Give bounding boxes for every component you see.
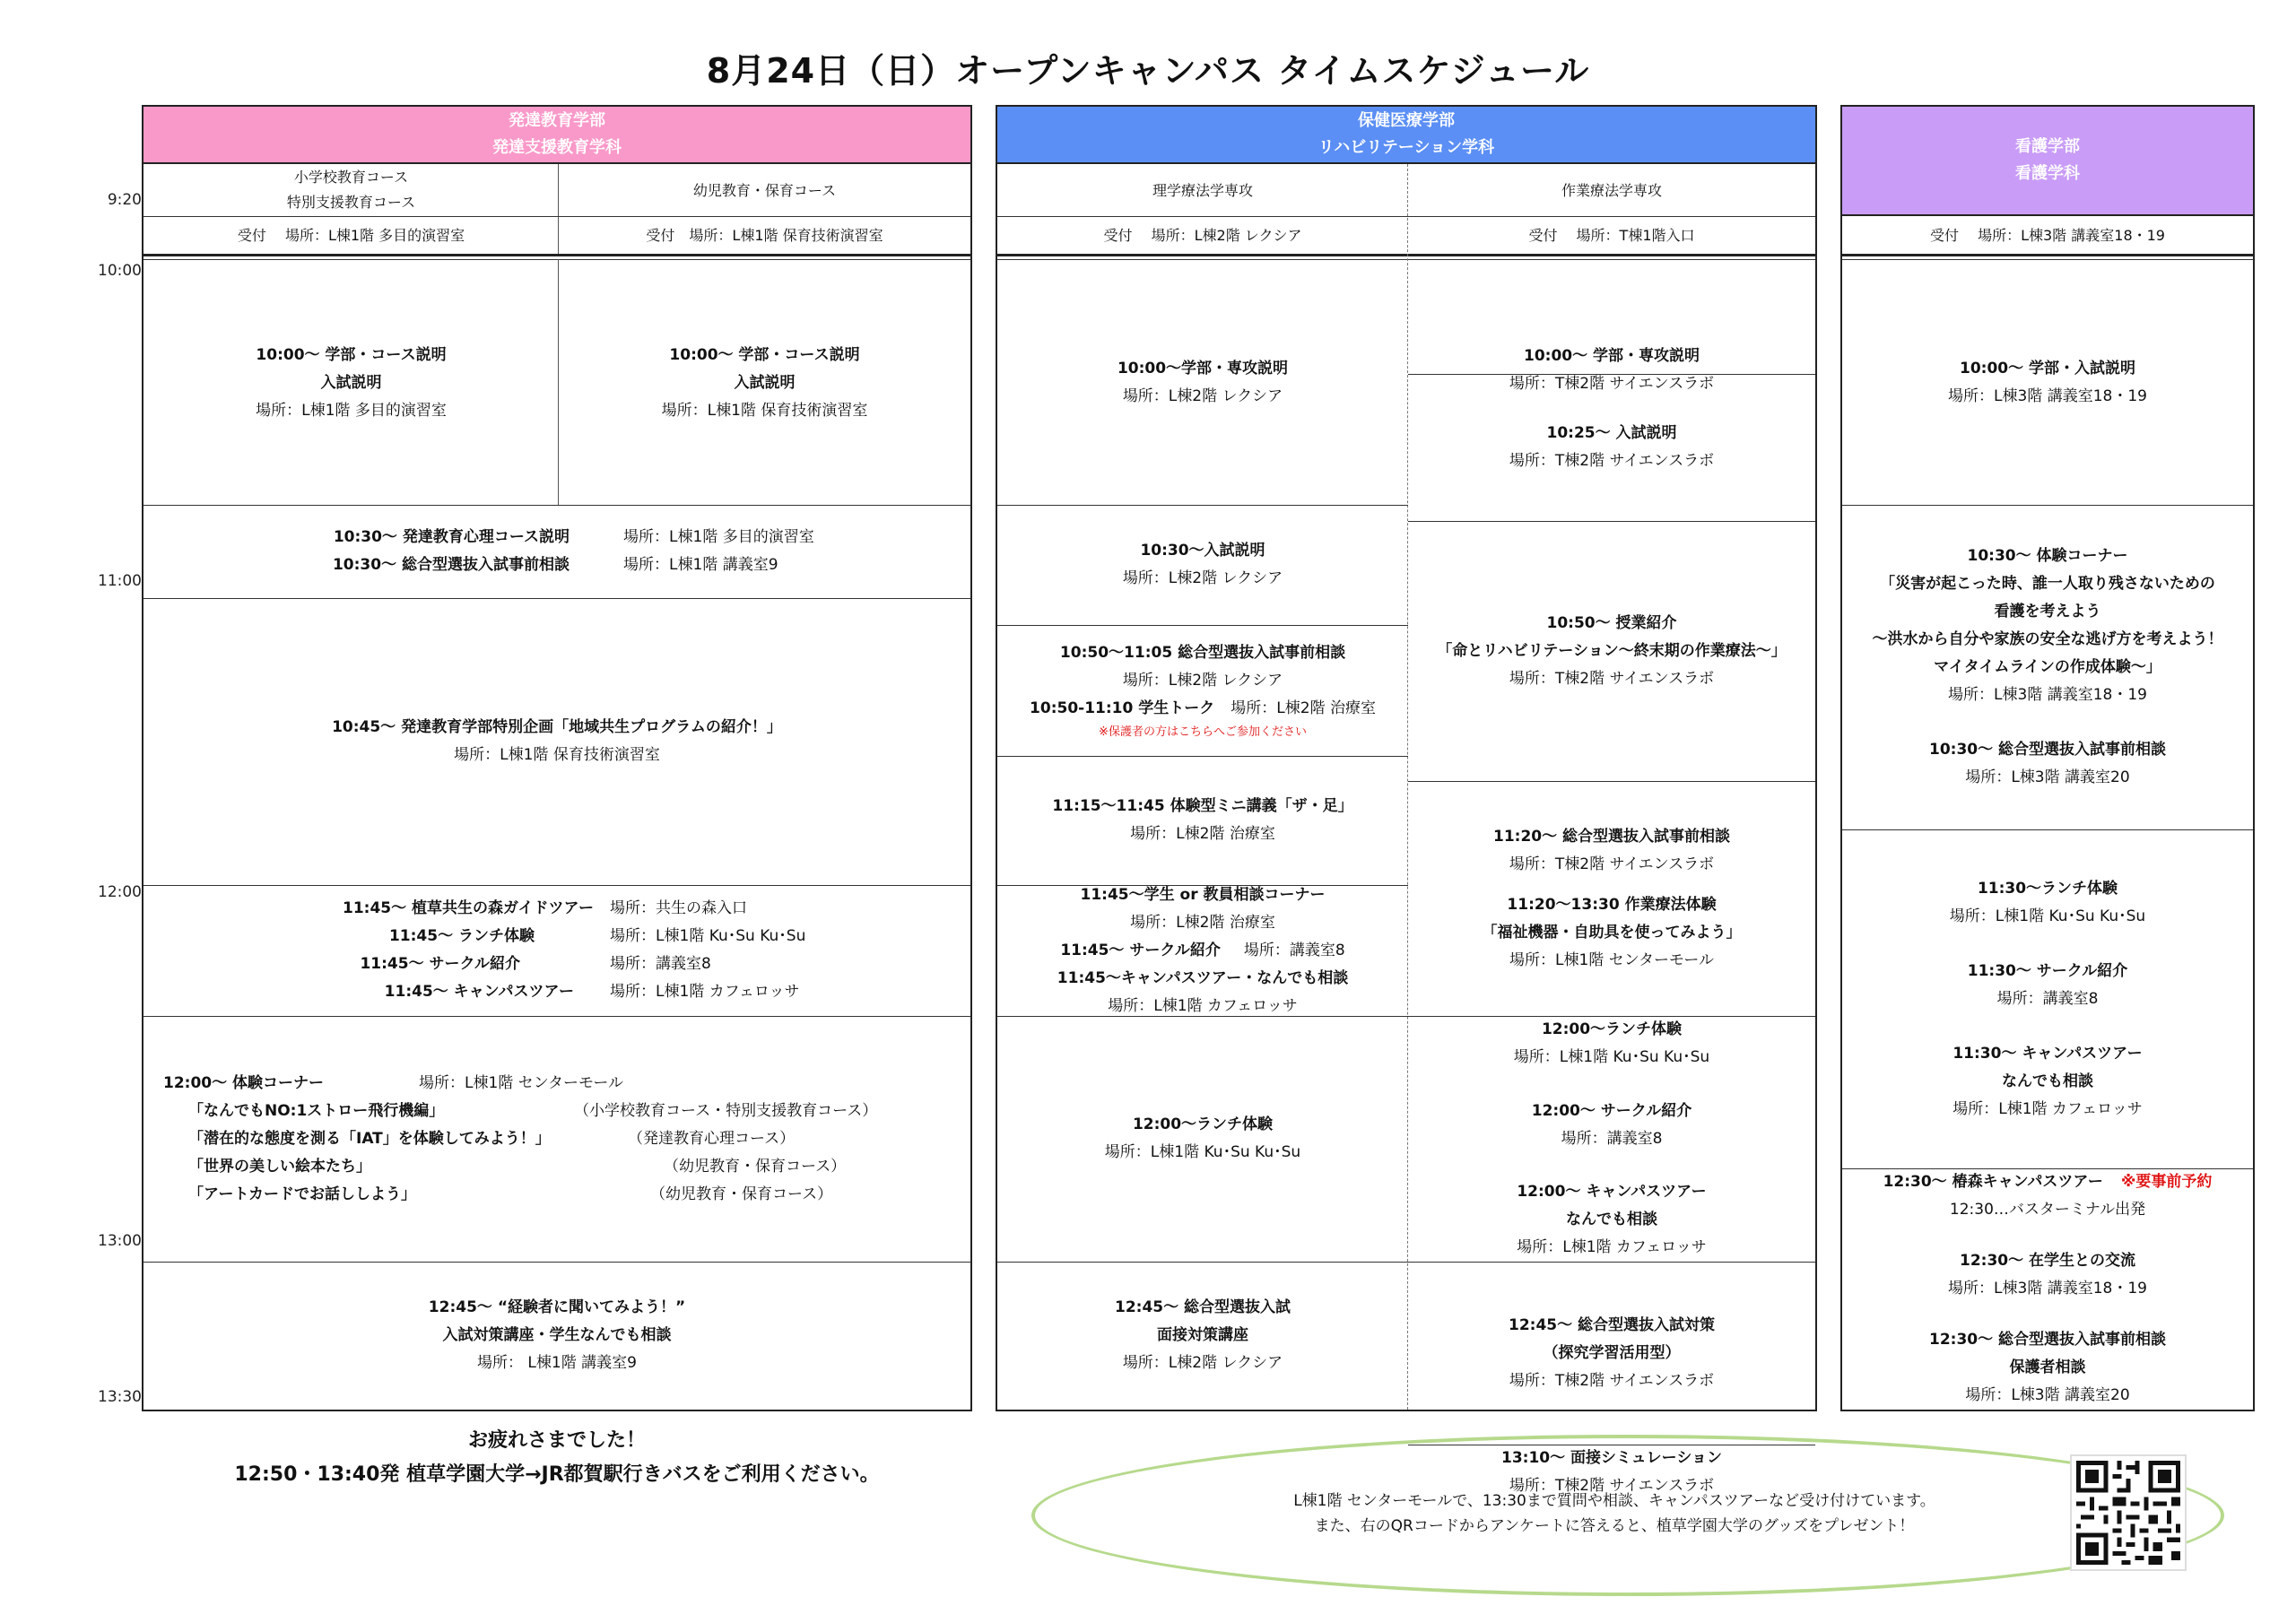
event-location: 場所：共生の森入口 xyxy=(610,899,747,917)
event-location: 場所：T棟2階 サイエンスラボ xyxy=(1509,375,1715,393)
event-block xyxy=(1842,505,2253,829)
event-title: 入試説明 xyxy=(734,373,796,392)
event-title: 11:45～ サークル紹介 xyxy=(360,955,520,973)
event-location: 場所：L棟3階 講義室20 xyxy=(1965,768,2130,786)
reception-text: 受付 場所：L棟2階 レクシア xyxy=(1103,226,1302,244)
event-title: 12:45～ “経験者に聞いてみよう！” xyxy=(428,1298,686,1316)
event-title: 10:00～ 学部・入試説明 xyxy=(1959,360,2136,378)
event-title: 10:25～ 入試説明 xyxy=(1546,424,1677,442)
event-location: 場所：L棟1階 多目的演習室 xyxy=(256,401,447,420)
time-label: 13:00 xyxy=(98,1232,142,1250)
event-location: 場所：講義室8 xyxy=(1243,941,1345,959)
event-block xyxy=(1408,1016,1815,1262)
event-title: 入試説明 xyxy=(320,373,382,392)
event-title: 11:20～ 総合型選抜入試事前相談 xyxy=(1492,827,1731,846)
course-cell xyxy=(144,164,559,216)
event-block xyxy=(1408,1262,1815,1445)
event-title: 「災害が起こった時、誰一人取り残さないための xyxy=(1880,575,2215,593)
event-block xyxy=(144,885,970,1016)
divider xyxy=(1842,254,2253,256)
time-label: 9:20 xyxy=(107,191,142,209)
event-title: 12:00～ランチ体験 xyxy=(1541,1020,1683,1038)
event-title: 10:00～ 学部・コース説明 xyxy=(669,345,860,364)
activity-title: 「なんでもNO:1ストロー飛行機編」 xyxy=(188,1101,445,1120)
event-title: 12:30～ 在学生との交流 xyxy=(1959,1252,2136,1270)
event-title: 保護者相談 xyxy=(2009,1358,2086,1376)
event-block xyxy=(1408,521,1815,781)
event-block xyxy=(997,756,1408,885)
divider xyxy=(1842,259,2253,260)
event-title: 11:30～ キャンパスツアー xyxy=(1952,1044,2143,1063)
bus-info: 12:50・13:40発 植草学園大学→JR都賀駅行きバスをご利用ください。 xyxy=(234,1463,880,1486)
course-name: 理学療法学専攻 xyxy=(1152,181,1253,199)
qr-code-icon[interactable] xyxy=(2070,1454,2187,1571)
event-location: 場所：L棟2階 治療室 xyxy=(1130,825,1275,843)
event-block xyxy=(1842,829,2253,1168)
event-title: 11:15～11:45 体験型ミニ講義「ザ・足」 xyxy=(1052,797,1353,815)
event-title: 11:20～13:30 作業療法体験 xyxy=(1507,895,1717,914)
course-name: 特別支援教育コース xyxy=(286,194,416,211)
event-title: 10:30～ 体験コーナー xyxy=(1967,547,2128,565)
time-label: 13:30 xyxy=(98,1388,142,1406)
event-title: 11:30～ランチ体験 xyxy=(1977,879,2118,898)
event-title: 12:00～ランチ体験 xyxy=(1132,1115,1274,1133)
event-block xyxy=(144,598,970,885)
divider xyxy=(997,254,1815,256)
event-title: 10:30～ 総合型選抜入試事前相談 xyxy=(332,556,570,574)
event-location: 場所：L棟1階 Ku･Su Ku･Su xyxy=(610,927,806,945)
event-title: ～洪水から自分や家族の安全な逃げ方を考えよう！ xyxy=(1872,630,2223,648)
event-title: 10:30～ 発達教育心理コース説明 xyxy=(333,528,570,546)
event-location: 場所：L棟3階 講義室18・19 xyxy=(1948,1280,2147,1298)
event-title: 11:45～キャンパスツアー・なんでも相談 xyxy=(1057,968,1349,987)
page-title: 8月24日（日）オープンキャンパス タイムスケジュール xyxy=(706,51,1590,91)
closing-message xyxy=(142,1424,972,1492)
reception-text: 受付 場所：L棟3階 講義室18・19 xyxy=(1930,226,2165,244)
event-block xyxy=(1408,781,1815,1016)
reception-text: 受付 場所：T棟1階入口 xyxy=(1528,226,1695,244)
activity-title: 「アートカードでお話ししよう」 xyxy=(188,1185,416,1203)
event-block xyxy=(144,261,559,505)
event-title: なんでも相談 xyxy=(1566,1211,1657,1228)
event-location: 場所：L棟3階 講義室20 xyxy=(1965,1386,2130,1404)
reception-text: 受付 場所：L棟1階 多目的演習室 xyxy=(237,226,465,244)
faculty-name: 保健医療学部 xyxy=(1358,111,1455,130)
reception-cell xyxy=(1842,216,2253,254)
faculty-header xyxy=(997,107,1815,164)
event-title: 12:00～ 体験コーナー xyxy=(163,1073,325,1092)
event-title: 「命とリハビリテーション～終末期の作業療法～」 xyxy=(1437,641,1787,660)
event-location: 場所：L棟2階 レクシア xyxy=(1122,569,1283,587)
course-cell xyxy=(559,164,970,216)
dept-name: リハビリテーション学科 xyxy=(1318,138,1495,157)
event-title: 10:00～ 学部・コース説明 xyxy=(256,345,447,364)
dept-name: 発達支援教育学科 xyxy=(492,138,622,157)
reservation-note: ※要事前予約 xyxy=(2120,1173,2213,1191)
event-title: 11:45～学生 or 教員相談コーナー xyxy=(1080,885,1326,904)
event-location: 場所：L棟2階 レクシア xyxy=(1122,387,1283,405)
divider xyxy=(144,254,970,256)
event-location: 場所：L棟1階 多目的演習室 xyxy=(623,528,814,546)
event-title: 12:45～ 総合型選抜入試対策 xyxy=(1508,1315,1716,1334)
info-line: また、右のQRコードからアンケートに答えると、植草学園大学のグッズをプレゼント！ xyxy=(1314,1517,1915,1535)
event-location: 場所：T棟2階 サイエンスラボ xyxy=(1509,1371,1715,1390)
reception-cell xyxy=(144,216,559,254)
event-title: 11:45～ 植草共生の森ガイドツアー xyxy=(342,899,594,917)
event-block xyxy=(997,1016,1408,1262)
faculty-header xyxy=(1842,107,2253,216)
event-title: 12:30～ 総合型選抜入試事前相談 xyxy=(1928,1331,2167,1349)
event-title: 11:45～ キャンパスツアー xyxy=(384,983,574,1001)
event-block xyxy=(559,261,970,505)
event-location: 場所： L棟1階 講義室9 xyxy=(477,1354,637,1372)
event-location: 場所：L棟1階 カフェロッサ xyxy=(1952,1099,2143,1118)
event-block xyxy=(997,885,1408,1016)
event-block xyxy=(144,505,970,598)
event-location: 場所：L棟1階 カフェロッサ xyxy=(610,983,800,1001)
event-title: 13:10～ 面接シミュレーション xyxy=(1500,1448,1722,1467)
info-text xyxy=(1130,1488,2099,1539)
event-location: 場所：L棟1階 講義室9 xyxy=(623,556,778,574)
faculty-development-column xyxy=(142,105,972,1411)
event-location: 場所：T棟2階 サイエンスラボ xyxy=(1509,855,1715,873)
event-location: 場所：講義室8 xyxy=(610,955,711,973)
event-title: 10:50～11:05 総合型選抜入試事前相談 xyxy=(1059,643,1346,662)
activity-course: （小学校教育コース・特別支援教育コース） xyxy=(574,1101,878,1120)
event-block xyxy=(1842,261,2253,505)
faculty-name: 看護学部 xyxy=(2015,137,2080,156)
activity-course: （発達教育心理コース） xyxy=(628,1129,796,1148)
event-title: 10:30～入試説明 xyxy=(1140,542,1265,560)
event-block xyxy=(997,1262,1408,1410)
event-title: 「福祉機器・自助具を使ってみよう」 xyxy=(1482,923,1742,942)
event-title: 12:30～ 椿森キャンパスツアー xyxy=(1883,1173,2103,1191)
event-title: （探究学習活用型） xyxy=(1543,1343,1681,1362)
event-title: 面接対策講座 xyxy=(1157,1326,1248,1344)
event-title: 10:50-11:10 学生トーク xyxy=(1030,699,1215,717)
event-block xyxy=(997,625,1408,756)
event-title: 10:00～ 学部・専攻説明 xyxy=(1523,347,1700,365)
event-location: 場所：L棟1階 保育技術演習室 xyxy=(661,401,868,420)
event-location: 場所：L棟2階 治療室 xyxy=(1130,913,1275,932)
reception-cell xyxy=(1408,216,1815,254)
event-title: なんでも相談 xyxy=(2002,1072,2093,1090)
event-title: マイタイムラインの作成体験～」 xyxy=(1934,658,2161,676)
info-line: L棟1階 センターモールで、13:30まで質問や相談、キャンパスツアーなど受け付けています。 xyxy=(1293,1492,1935,1510)
event-title: 12:00～ キャンパスツアー xyxy=(1517,1183,1707,1201)
time-label: 12:00 xyxy=(98,883,142,901)
reception-cell xyxy=(559,216,970,254)
event-title: 12:00～ サークル紹介 xyxy=(1531,1101,1692,1120)
course-name: 作業療法学専攻 xyxy=(1561,181,1662,199)
event-block xyxy=(163,1016,970,1262)
event-location: 場所：L棟1階 保育技術演習室 xyxy=(454,746,660,764)
event-location: 場所：L棟1階 センターモール xyxy=(1509,950,1714,969)
dept-name: 看護学科 xyxy=(2015,164,2080,183)
time-label: 11:00 xyxy=(98,572,142,590)
event-title: 10:50～ 授業紹介 xyxy=(1546,613,1677,632)
time-label: 10:00 xyxy=(98,262,142,280)
event-location: 場所：T棟2階 サイエンスラボ xyxy=(1509,1476,1715,1495)
course-name: 小学校教育コース xyxy=(293,169,409,186)
faculty-header xyxy=(144,107,970,164)
course-cell xyxy=(997,164,1408,216)
event-location: 場所：L棟3階 講義室18・19 xyxy=(1948,686,2147,704)
divider xyxy=(997,259,1815,260)
event-location: 場所：L棟3階 講義室18・19 xyxy=(1948,387,2147,405)
event-title: 11:45～ サークル紹介 xyxy=(1060,941,1221,959)
event-title: 看護を考えよう xyxy=(1994,603,2101,621)
activity-course: （幼児教育・保育コース） xyxy=(664,1157,847,1176)
event-title: 10:00～学部・専攻説明 xyxy=(1117,360,1289,378)
event-block xyxy=(997,505,1408,625)
event-title: 10:45～ 発達教育学部特別企画「地域共生プログラムの紹介！」 xyxy=(332,718,782,736)
parent-note: ※保護者の方はこちらへご参加ください xyxy=(1099,725,1307,739)
activity-title: 「世界の美しい絵本たち」 xyxy=(188,1157,371,1176)
course-name: 幼児教育・保育コース xyxy=(692,181,837,199)
faculty-health-column xyxy=(996,105,1817,1495)
event-location: 場所：L棟1階 Ku･Su Ku･Su xyxy=(1513,1048,1710,1066)
event-block xyxy=(1408,374,1815,521)
event-title: 11:30～ サークル紹介 xyxy=(1967,961,2128,980)
event-title: 10:30～ 総合型選抜入試事前相談 xyxy=(1928,741,2167,759)
event-location: 場所：L棟1階 Ku･Su Ku･Su xyxy=(1949,907,2146,925)
event-title: 12:45～ 総合型選抜入試 xyxy=(1114,1298,1292,1316)
event-location: 場所：L棟2階 レクシア xyxy=(1122,1354,1283,1372)
event-block xyxy=(1842,1168,2253,1410)
event-title: 11:45～ ランチ体験 xyxy=(388,927,535,945)
event-location: 場所：L棟2階 レクシア xyxy=(1122,671,1283,690)
event-location: 場所：講義室8 xyxy=(1561,1129,1663,1148)
event-block xyxy=(997,261,1408,505)
event-location: 場所：T棟2階 サイエンスラボ xyxy=(1509,669,1715,688)
faculty-name: 発達教育学部 xyxy=(509,111,605,130)
event-location: 場所：T棟2階 サイエンスラボ xyxy=(1509,452,1715,470)
event-location: 場所：L棟1階 Ku･Su Ku･Su xyxy=(1104,1143,1301,1161)
reception-text: 受付 場所：L棟1階 保育技術演習室 xyxy=(646,226,883,244)
divider xyxy=(144,259,970,260)
reception-cell xyxy=(997,216,1408,254)
event-location: 場所：L棟1階 センターモール xyxy=(419,1073,623,1092)
activity-course: （幼児教育・保育コース） xyxy=(650,1185,833,1203)
event-location: 場所：講義室8 xyxy=(1996,989,2099,1008)
activity-title: 「潜在的な態度を測る「IAT」を体験してみよう！」 xyxy=(188,1129,551,1148)
event-title: 入試対策講座・学生なんでも相談 xyxy=(442,1326,672,1344)
faculty-nursing-column xyxy=(1840,105,2255,1411)
closing-line: お疲れさまでした！ xyxy=(467,1429,646,1452)
event-location: 場所：L棟1階 カフェロッサ xyxy=(1108,996,1298,1015)
event-location: 12:30…バスターミナル出発 xyxy=(1949,1201,2146,1219)
event-block xyxy=(144,1262,970,1410)
course-cell xyxy=(1408,164,1815,216)
event-location: 場所：L棟2階 治療室 xyxy=(1231,699,1376,717)
event-location: 場所：L棟1階 カフェロッサ xyxy=(1517,1238,1707,1256)
